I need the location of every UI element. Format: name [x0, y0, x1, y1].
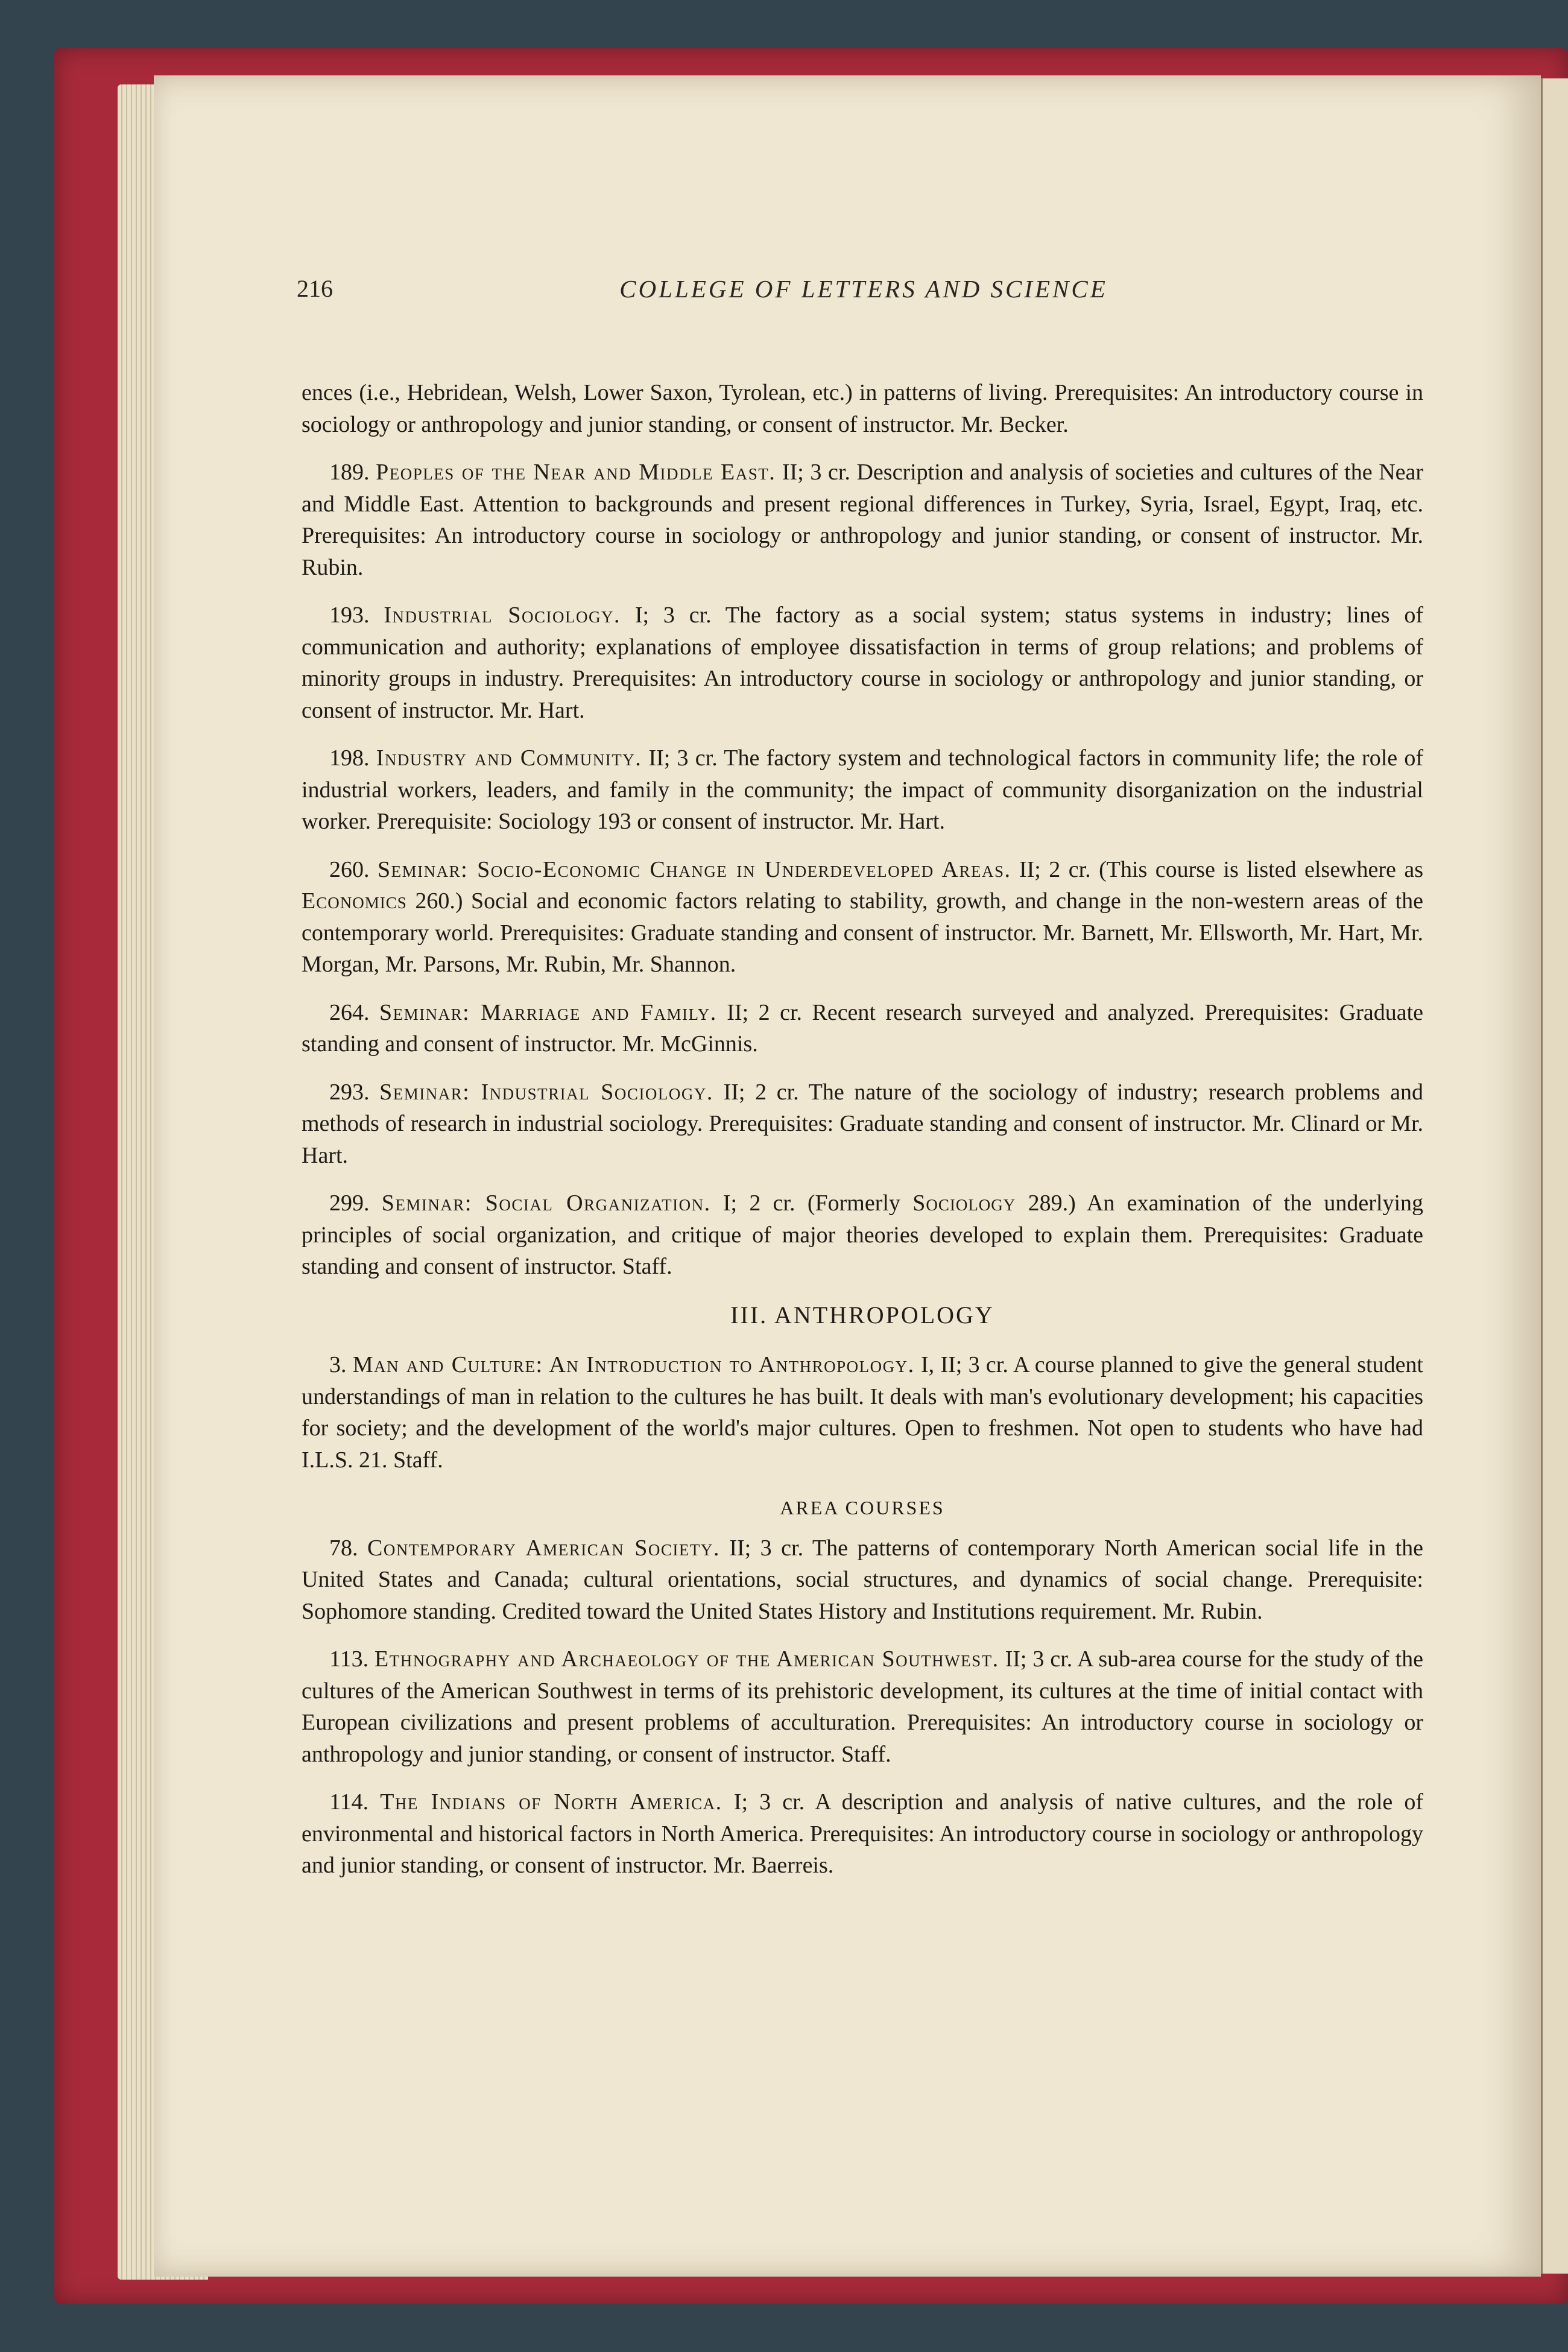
course-title: Industry and Community.	[376, 745, 642, 771]
course-entry	[302, 1786, 1423, 1882]
course-text: I; 3 cr. A description and analysis of native cultures, and the role of environmental and historical factors in North America. Prerequisites: An introductory course in sociology or anthropology and junior standing, or consent of instructor. Mr. Baerreis.	[302, 1789, 1424, 1878]
page-header	[297, 274, 1430, 311]
course-entry	[302, 599, 1423, 726]
section-heading: III. ANTHROPOLOGY	[730, 1301, 994, 1329]
page-body	[302, 377, 1423, 1898]
course-number: 3.	[329, 1352, 347, 1377]
course-entry	[302, 997, 1423, 1060]
course-number: 293.	[329, 1079, 370, 1105]
course-text: 260.) Social and economic factors relating to stability, growth, and change in the non-western areas of the contemporary world. Prerequisites: Graduate standing and consent of instructor. Mr. Barnett, Mr. Ellsworth, Mr. Hart, Mr. Morgan, Mr. Parsons, Mr. Rubin, Mr. Shannon.	[302, 888, 1423, 977]
course-number: 114.	[329, 1789, 369, 1815]
course-entry	[302, 457, 1423, 583]
course-entry	[302, 1187, 1423, 1283]
course-text: II; 3 cr. Description and analysis of societies and cultures of the Near and Middle East. Attention to backgrounds and present regional differences in Turkey, Syria, Israel, Egypt, Iraq, etc. Prerequisites: An introductory course in sociology or anthropology and junior standing, or consent of instructor. Mr. Rubin.	[302, 460, 1424, 580]
course-entry	[302, 1076, 1423, 1172]
course-text: ences (i.e., Hebridean, Welsh, Lower Saxon, Tyrolean, etc.) in patterns of living. Prerequisites: An introductory course in sociology or anthropology and junior standing, or consent of instructor. Mr. Becker.	[302, 380, 1423, 437]
course-title: Ethnography and Archaeology of the American Southwest.	[375, 1646, 999, 1672]
course-entry	[302, 1532, 1423, 1628]
course-text: I, II; 3 cr. A course planned to give the general student understandings of man in relation to the cultures he has built. It deals with man's evolutionary development; his capacities for society; and the development of the world's major cultures. Open to freshmen. Not open to students who have had I.L.S. 21. Staff.	[302, 1352, 1423, 1473]
course-text: II; 2 cr. Recent research surveyed and analyzed. Prerequisites: Graduate standing and consent of instructor. Mr. McGinnis.	[302, 999, 1424, 1057]
course-number: 260.	[329, 856, 370, 882]
course-title: Seminar: Socio-Economic Change in Underdeveloped Areas.	[377, 856, 1011, 882]
course-number: 189.	[329, 460, 370, 485]
course-list-anthropology	[302, 1349, 1423, 1476]
course-number: 113.	[329, 1646, 369, 1672]
course-title: Man and Culture: An Introduction to Anthropology.	[352, 1352, 915, 1377]
course-entry	[302, 854, 1423, 981]
running-head: COLLEGE OF LETTERS AND SCIENCE	[619, 275, 1108, 303]
course-title: The Indians of North America.	[380, 1789, 722, 1815]
next-page-edge	[1541, 78, 1568, 2274]
course-title: Seminar: Social Organization.	[381, 1190, 711, 1216]
course-reference: Sociology	[912, 1190, 1016, 1216]
course-text: II; 2 cr. (This course is listed elsewhere as	[1019, 856, 1423, 882]
course-reference: Economics	[302, 888, 407, 914]
course-list-sociology	[302, 377, 1423, 1283]
course-title: Contemporary American Society.	[367, 1535, 720, 1561]
course-text: II; 3 cr. A sub-area course for the study of the cultures of the American Southwest in terms of its prehistoric development, its cultures at the time of initial contact with European civilizations and present problems of acculturation. Prerequisites: An introductory course in sociology or anthropology and junior standing, or consent of instructor. Staff.	[302, 1646, 1423, 1767]
course-entry	[302, 742, 1423, 838]
course-text: I; 3 cr. The factory as a social system; status systems in industry; lines of communication and authority; explanations of employee dissatisfaction in terms of group relations; and problems of minority groups in industry. Prerequisites: An introductory course in sociology or anthropology and junior standing, or consent of instructor. Mr. Hart.	[302, 602, 1423, 723]
course-text: 289.) An examination of the underlying principles of social organization, and critique of major theories developed to explain them. Prerequisites: Graduate standing and consent of instructor. Staff.	[302, 1190, 1424, 1279]
course-title: Seminar: Industrial Sociology.	[379, 1079, 713, 1105]
course-text: II; 3 cr. The factory system and technological factors in community life; the role of industrial workers, leaders, and family in the community; the impact of community disorganization on the industrial worker. Prerequisite: Sociology 193 or consent of instructor. Mr. Hart.	[302, 745, 1424, 834]
course-number: 264.	[329, 999, 370, 1025]
course-entry	[302, 1349, 1423, 1476]
course-number: 78.	[329, 1535, 358, 1561]
course-text: I; 2 cr. (Formerly	[722, 1190, 900, 1216]
subsection-heading: AREA COURSES	[780, 1497, 945, 1519]
course-list-area	[302, 1532, 1423, 1882]
course-text: II; 3 cr. The patterns of contemporary North American social life in the United States and Canada; cultural orientations, social structures, and dynamics of social change. Prerequisite: Sophomore standing. Credited toward the United States History and Institutions requirement. Mr. Rubin.	[302, 1535, 1424, 1624]
page-number: 216	[297, 275, 333, 302]
course-entry	[302, 1643, 1423, 1770]
course-title: Seminar: Marriage and Family.	[379, 999, 717, 1025]
course-text: II; 2 cr. The nature of the sociology of industry; research problems and methods of research in industrial sociology. Prerequisites: Graduate standing and consent of instructor. Mr. Clinard or Mr. Hart.	[302, 1079, 1423, 1168]
course-title: Peoples of the Near and Middle East.	[376, 460, 776, 485]
course-number: 198.	[329, 745, 370, 771]
course-title: Industrial Sociology.	[384, 602, 621, 628]
course-number: 193.	[329, 602, 370, 628]
course-number: 299.	[329, 1190, 370, 1216]
course-entry	[302, 377, 1423, 440]
